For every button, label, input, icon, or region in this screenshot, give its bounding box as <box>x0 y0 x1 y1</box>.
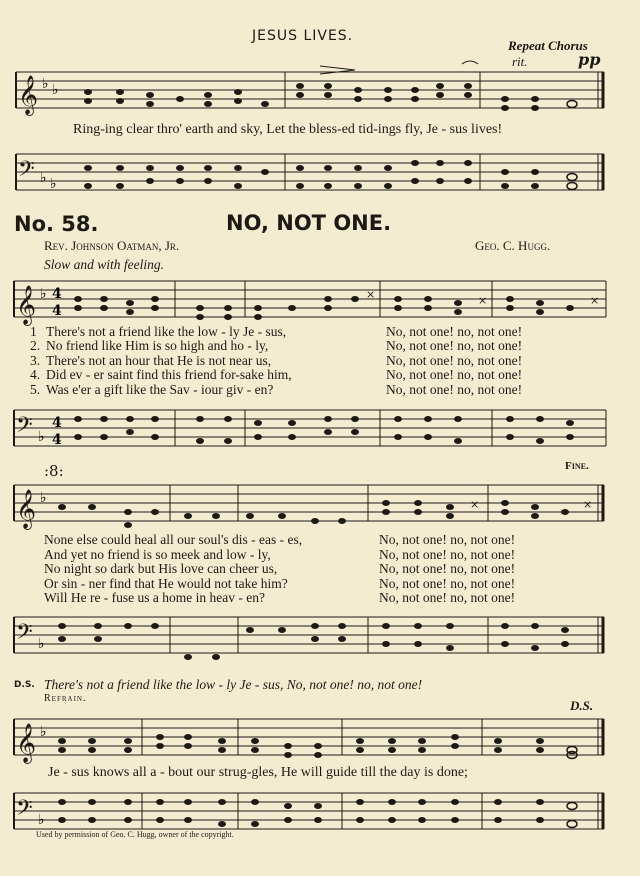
verse-response: No, not one! no, not one! <box>379 532 516 547</box>
verse-line <box>44 591 515 606</box>
svg-text:♭: ♭ <box>40 170 47 186</box>
top-bass-staff <box>0 150 640 200</box>
svg-text:×: × <box>366 288 376 301</box>
verse-response: No, not one! no, not one! <box>379 575 516 591</box>
svg-text:𝄢: 𝄢 <box>16 620 33 650</box>
svg-text:♭: ♭ <box>40 490 47 506</box>
verse-number: 1 <box>30 324 37 339</box>
pp-dynamic: pp <box>578 50 601 69</box>
svg-text:×: × <box>583 498 593 511</box>
verse-line <box>30 339 522 353</box>
repeat-chorus-note: Repeat Chorus <box>508 38 588 53</box>
verse-line <box>44 548 515 563</box>
svg-text:♭: ♭ <box>38 636 45 652</box>
verse-line <box>30 368 522 382</box>
svg-text:𝄢: 𝄢 <box>16 413 33 443</box>
verse-line <box>44 562 515 577</box>
tempo-marking: Slow and with feeling. <box>44 257 164 272</box>
segno-mark: :8: <box>44 462 64 480</box>
svg-text:×: × <box>478 294 488 307</box>
svg-text:𝄞: 𝄞 <box>16 723 37 763</box>
verse-text: Or sin - ner find that He would not take him? <box>44 575 288 591</box>
verse-line <box>44 577 515 592</box>
ds-lyric-line: There's not a friend like the low - ly Je - sus, No, not one! no, not one! <box>44 677 423 692</box>
svg-text:♭: ♭ <box>38 812 45 828</box>
verse-line <box>30 325 522 339</box>
refrain-label: Refrain. <box>44 693 87 704</box>
top-treble-staff <box>0 68 640 118</box>
verse-response: No, not one! no, not one! <box>386 381 523 397</box>
fine-marking: Fine. <box>565 460 589 472</box>
verse-text: There's not a friend like the low - ly Je - sus, <box>46 324 287 339</box>
verse-response: No, not one! no, not one! <box>386 338 523 354</box>
ds-label: D.S. <box>14 680 35 690</box>
verse-text: No friend like Him is so high and ho - ly, <box>46 338 269 354</box>
top-hymn-lyric: Ring-ing clear thro' earth and sky, Let the bless-ed tid-ings fly, Je - sus lives! <box>73 122 503 137</box>
svg-text:4: 4 <box>52 286 62 302</box>
verse-text: Will He re - fuse us a home in heav - en? <box>44 590 265 606</box>
verse-line <box>30 383 522 397</box>
svg-text:♭: ♭ <box>50 176 57 192</box>
verse-text: Was e'er a gift like the Sav - iour giv - en? <box>46 381 274 397</box>
svg-text:♭: ♭ <box>40 724 47 740</box>
svg-text:𝄢: 𝄢 <box>18 157 35 187</box>
svg-text:4: 4 <box>52 415 62 431</box>
ds-end-marking: D.S. <box>570 698 594 713</box>
verse-number: 2. <box>30 338 41 354</box>
verse-response: No, not one! no, not one! <box>386 352 523 368</box>
verse-text: None else could heal all our soul's dis - eas - es, <box>44 532 303 547</box>
verse-text: And yet no friend is so meek and low - ly, <box>44 546 271 562</box>
verse-response: No, not one! no, not one! <box>386 367 523 383</box>
verse-response: No, not one! no, not one! <box>379 546 516 562</box>
svg-text:𝄢: 𝄢 <box>16 796 33 826</box>
svg-text:♭: ♭ <box>52 82 59 98</box>
refrain-treble-staff <box>0 714 640 764</box>
verse-text: Did ev - er saint find this friend for-sake him, <box>46 367 292 383</box>
verse-response: No, not one! no, not one! <box>379 561 516 577</box>
hymn-title: NO, NOT ONE. <box>226 211 392 235</box>
hymn-number: No. 58. <box>14 212 99 236</box>
verse-response: No, not one! no, not one! <box>379 590 516 606</box>
copyright-footer: Used by permission of Geo. C. Hugg, owner of the copyright. <box>36 830 234 839</box>
verse-bass-staff <box>0 405 640 455</box>
verse-number: 3. <box>30 352 41 368</box>
verse2-bass-staff <box>0 612 640 672</box>
svg-text:♭: ♭ <box>40 286 47 302</box>
top-hymn-title: JESUS LIVES. <box>252 28 354 44</box>
svg-text:♭: ♭ <box>42 76 49 92</box>
rit-marking: rit. <box>512 54 528 69</box>
svg-text:𝄞: 𝄞 <box>18 75 39 115</box>
svg-text:4: 4 <box>52 432 62 448</box>
svg-text:×: × <box>590 294 600 307</box>
verse2-treble-staff <box>0 480 640 530</box>
svg-text:𝄞: 𝄞 <box>16 489 37 529</box>
verse-line <box>30 354 522 368</box>
verse-number: 5. <box>30 381 41 397</box>
hymn-author: Rev. Johnson Oatman, Jr. <box>44 238 180 253</box>
svg-text:♭: ♭ <box>38 429 45 445</box>
verse-text: There's not an hour that He is not near us, <box>46 352 272 368</box>
verse-response: No, not one! no, not one! <box>386 324 523 339</box>
verse-block-2 <box>44 533 515 606</box>
svg-text:×: × <box>470 498 480 511</box>
verse-block-1 <box>30 325 522 397</box>
svg-text:4: 4 <box>52 303 62 319</box>
hymn-composer: Geo. C. Hugg. <box>475 238 551 253</box>
verse-treble-staff <box>0 276 640 326</box>
verse-text: No night so dark but His love can cheer us, <box>44 561 278 577</box>
svg-text:𝄞: 𝄞 <box>16 285 37 325</box>
verse-number: 4. <box>30 367 41 383</box>
refrain-lyric: Je - sus knows all a - bout our strug-gles, He will guide till the day is done; <box>48 765 468 780</box>
verse-line <box>44 533 515 548</box>
